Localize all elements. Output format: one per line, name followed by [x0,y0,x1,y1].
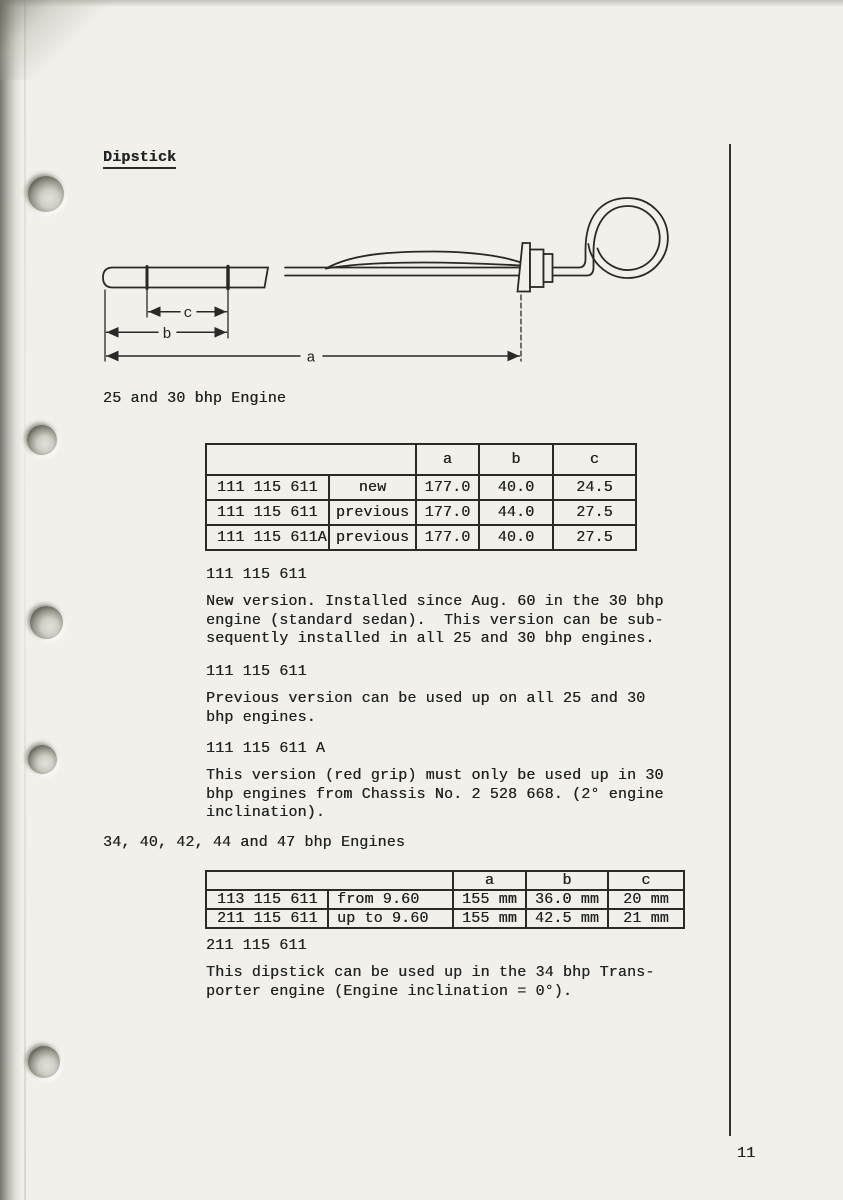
page-crease [24,0,26,1200]
page-title: Dipstick [103,149,176,169]
cell-b: 40.0 [479,475,553,500]
note-line: New version. Installed since Aug. 60 in the 30 bhp [206,593,664,610]
table-row [206,909,684,928]
cell-version: previous [329,500,416,525]
flange-body [530,250,544,288]
note-line: This dipstick can be used up in the 34 bhp Trans- [206,964,655,981]
cell-version: previous [329,525,416,550]
note-block [206,937,654,1001]
page-corner-shadow [0,0,110,80]
note-block [206,566,664,649]
cell-a: 155 mm [453,890,526,909]
table-row [206,525,636,550]
note-block [206,740,664,823]
cell-a: 177.0 [416,475,479,500]
cell-c: 21 mm [608,909,684,928]
punch-hole [30,606,63,639]
note-part-number: 111 115 611 [206,663,307,680]
table-row [206,475,636,500]
cell-version: up to 9.60 [328,909,453,928]
cell-a: 155 mm [453,909,526,928]
page-top-edge-shadow [0,0,843,7]
table-header-blank [206,444,416,475]
col-header-b: b [479,444,553,475]
cell-a: 177.0 [416,500,479,525]
cell-c: 27.5 [553,500,636,525]
table-header-row [206,871,684,890]
section1-heading: 25 and 30 bhp Engine [103,390,287,407]
note-line: This version (red grip) must only be used up in 30 [206,767,664,784]
note-line: bhp engines. [206,708,316,726]
cell-part-number: 111 115 611 [206,475,329,500]
cell-c: 27.5 [553,525,636,550]
cell-version: from 9.60 [328,890,453,909]
note-line: Previous version can be used up on all 25 and 30 [206,690,646,707]
cell-version: new [329,475,416,500]
note-part-number: 111 115 611 A [206,740,325,757]
dipstick-table-25-30bhp [205,443,637,551]
table-header-blank [206,871,453,890]
punch-hole [28,176,64,212]
note-part-number: 111 115 611 [206,566,307,583]
cell-c: 20 mm [608,890,684,909]
page-left-edge-shadow [0,0,22,1200]
section2-heading: 34, 40, 42, 44 and 47 bhp Engines [103,834,405,851]
punch-hole [27,425,57,455]
cell-part-number: 111 115 611 [206,500,329,525]
dim-label-b: b [162,326,172,343]
note-line: bhp engines from Chassis No. 2 528 668. (2° engine [206,785,664,803]
note-line: inclination). [206,804,325,821]
dipstick-table-34-47bhp [205,870,685,929]
note-line: engine (standard sedan). This version can be sub- [206,611,664,629]
cell-b: 36.0 mm [526,890,608,909]
note-block [206,663,645,727]
handle-stem-outer [553,198,668,278]
note-line: porter engine (Engine inclination = 0°). [206,982,573,1000]
col-header-c: c [608,871,684,890]
dim-label-a: a [306,349,316,367]
cell-c: 24.5 [553,475,636,500]
col-header-c: c [553,444,636,475]
table-row [206,890,684,909]
handle-stem-inner [553,206,660,276]
col-header-a: a [453,871,526,890]
cell-b: 42.5 mm [526,909,608,928]
col-header-a: a [416,444,479,475]
right-margin-rule [729,144,731,1136]
flange-collar [544,254,553,282]
punch-hole [28,745,57,774]
cell-part-number: 113 115 611 [206,890,328,909]
table-header-row [206,444,636,475]
punch-hole [28,1046,60,1078]
rod-blade-curve [326,252,521,269]
cell-b: 40.0 [479,525,553,550]
flange-cone [518,243,531,292]
table-row [206,500,636,525]
page-number: 11 [737,1145,756,1162]
dim-label-c: c [183,305,193,322]
cell-part-number: 211 115 611 [206,909,328,928]
blade-tip [103,268,268,288]
col-header-b: b [526,871,608,890]
dipstick-diagram [90,185,690,380]
cell-a: 177.0 [416,525,479,550]
cell-b: 44.0 [479,500,553,525]
note-part-number: 211 115 611 [206,937,307,954]
note-line: sequently installed in all 25 and 30 bhp engines. [206,630,655,647]
cell-part-number: 111 115 611A [206,525,329,550]
